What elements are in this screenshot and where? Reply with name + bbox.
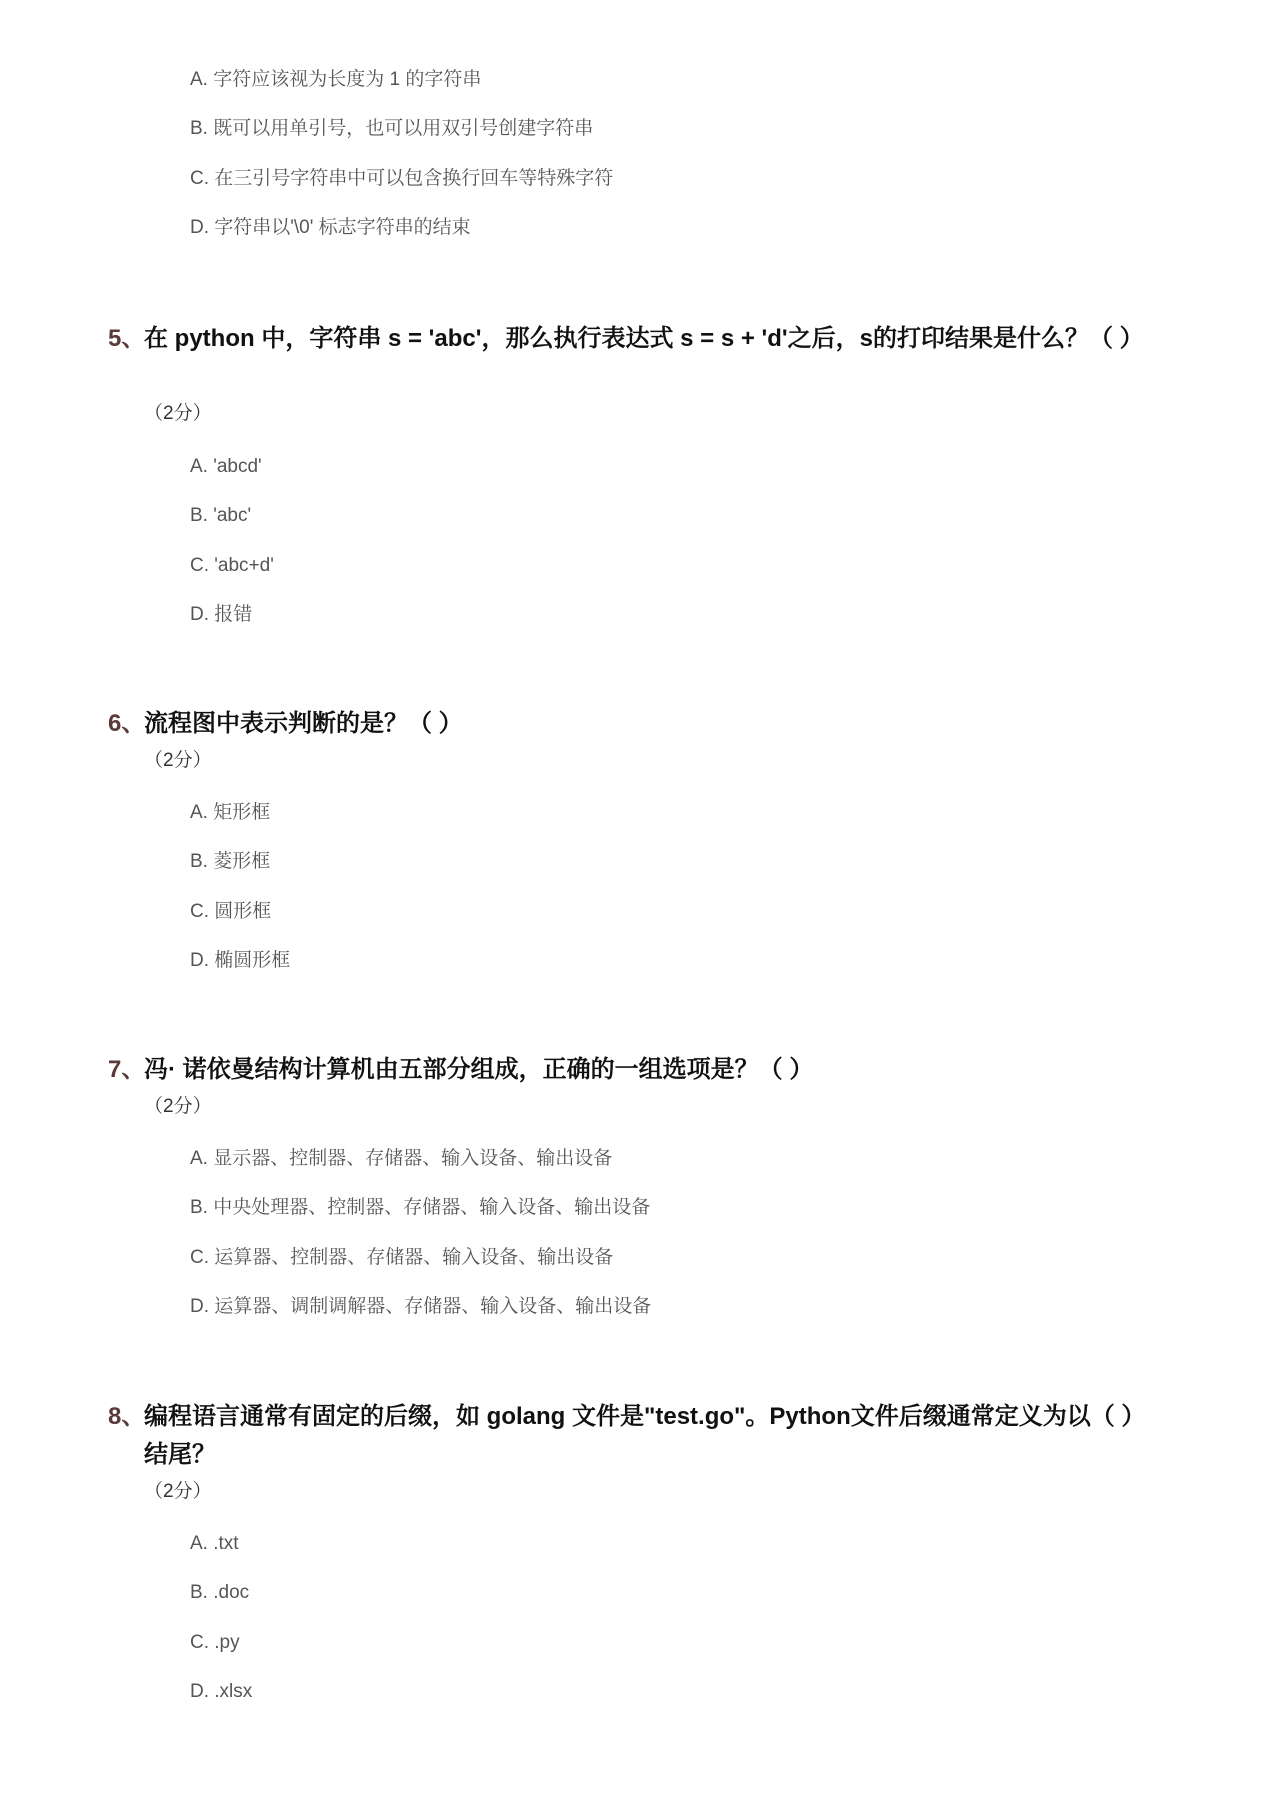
q7-option-c[interactable]: C. 运算器、控制器、存储器、输入设备、输出设备 — [190, 1247, 614, 1268]
question-7 — [108, 1051, 1138, 1089]
question-6-text: 流程图中表示判断的是？（ ） — [144, 710, 463, 737]
q7-option-b[interactable]: B. 中央处理器、控制器、存储器、输入设备、输出设备 — [190, 1197, 651, 1218]
question-6-number: 6、 — [108, 710, 146, 737]
question-5-score: （2分） — [144, 403, 212, 424]
question-8 — [108, 1398, 1138, 1474]
q4-option-c[interactable]: C. 在三引号字符串中可以包含换行回车等特殊字符 — [190, 168, 614, 189]
question-8-text: 编程语言通常有固定的后缀，如 golang 文件是"test.go"。Python文件后缀通常定义为以（ ）结尾？ — [144, 1403, 1134, 1468]
question-5-number: 5、 — [108, 325, 146, 352]
q8-option-c[interactable]: C. .py — [190, 1632, 240, 1653]
question-5-text: 在 python 中，字符串 s = 'abc'，那么执行表达式 s = s + 'd'之后，s的打印结果是什么？（ ） — [144, 325, 1144, 352]
question-8-score: （2分） — [144, 1481, 212, 1502]
q5-option-c[interactable]: C. 'abc+d' — [190, 555, 274, 576]
q8-option-b[interactable]: B. .doc — [190, 1582, 250, 1603]
question-5 — [108, 320, 1144, 358]
q5-option-b[interactable]: B. 'abc' — [190, 505, 252, 526]
question-7-text: 冯· 诺依曼结构计算机由五部分组成，正确的一组选项是？（ ） — [144, 1056, 814, 1083]
question-7-score: （2分） — [144, 1096, 212, 1117]
q6-option-b[interactable]: B. 菱形框 — [190, 851, 271, 872]
q5-option-a[interactable]: A. 'abcd' — [190, 456, 262, 477]
question-8-number: 8、 — [108, 1403, 146, 1430]
q7-option-d[interactable]: D. 运算器、调制调解器、存储器、输入设备、输出设备 — [190, 1296, 652, 1317]
q6-option-d[interactable]: D. 椭圆形框 — [190, 950, 291, 971]
q7-option-a[interactable]: A. 显示器、控制器、存储器、输入设备、输出设备 — [190, 1148, 613, 1169]
question-7-number: 7、 — [108, 1056, 146, 1083]
q4-option-d[interactable]: D. 字符串以'\0' 标志字符串的结束 — [190, 217, 471, 238]
q6-option-c[interactable]: C. 圆形框 — [190, 901, 272, 922]
q5-option-d[interactable]: D. 报错 — [190, 604, 253, 625]
q4-option-a[interactable]: A. 字符应该视为长度为 1 的字符串 — [190, 69, 482, 90]
question-6 — [108, 705, 1138, 743]
q6-option-a[interactable]: A. 矩形框 — [190, 802, 271, 823]
question-6-score: （2分） — [144, 750, 212, 771]
q8-option-d[interactable]: D. .xlsx — [190, 1681, 253, 1702]
q8-option-a[interactable]: A. .txt — [190, 1533, 239, 1554]
q4-option-b[interactable]: B. 既可以用单引号，也可以用双引号创建字符串 — [190, 118, 594, 139]
